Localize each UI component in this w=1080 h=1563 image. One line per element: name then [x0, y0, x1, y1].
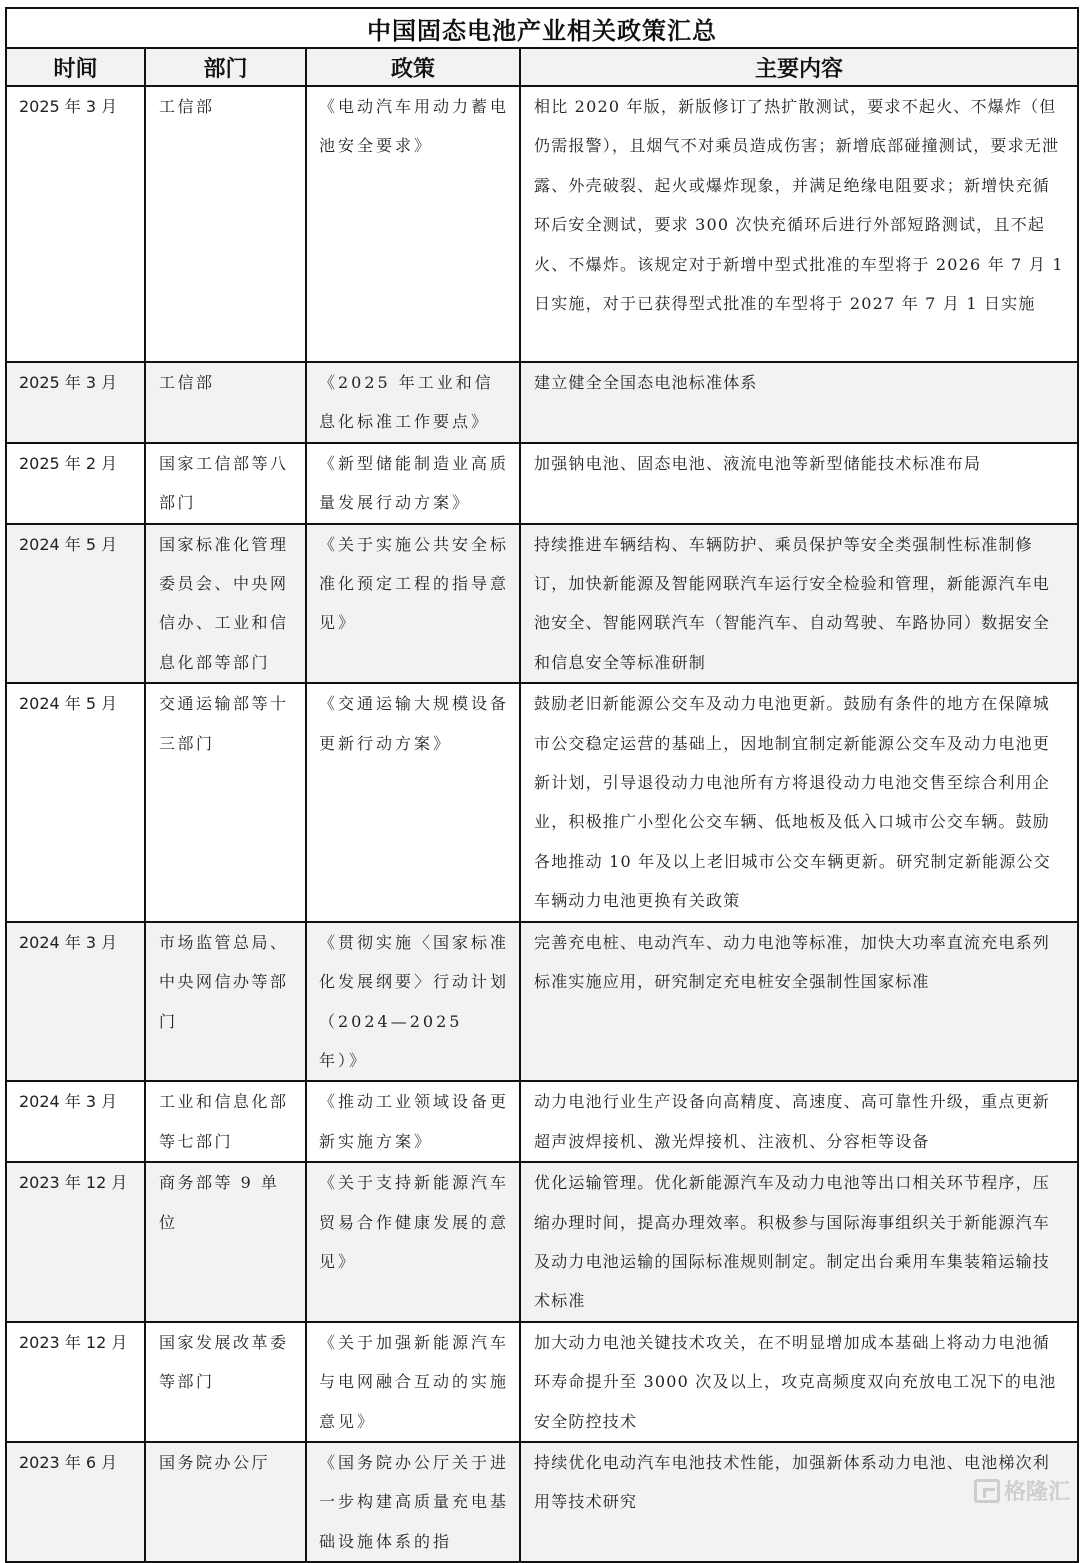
cell-content: 完善充电桩、电动汽车、动力电池等标准，加快大功率直流充电系列标准实施应用，研究制定充电桩安全强制性国家标准 [520, 922, 1078, 1082]
cell-policy: 《新型储能制造业高质量发展行动方案》 [306, 443, 520, 524]
cell-policy: 《贯彻实施〈国家标准化发展纲要〉行动计划（2024—2025 年）》 [306, 922, 520, 1082]
cell-date: 2024 年 3 月 [6, 1081, 145, 1162]
table-row [6, 1081, 1078, 1162]
cell-content: 加强钠电池、固态电池、液流电池等新型储能技术标准布局 [520, 443, 1078, 524]
cell-department: 工信部 [145, 86, 306, 362]
cell-policy: 《2025 年工业和信息化标准工作要点》 [306, 362, 520, 443]
table-row [6, 86, 1078, 362]
cell-content: 优化运输管理。优化新能源汽车及动力电池等出口相关环节程序，压缩办理时间，提高办理效率。积极参与国际海事组织关于新能源汽车及动力电池运输的国际标准规则制定。制定出台乘用车集装箱运输技术标准 [520, 1162, 1078, 1322]
gelonghui-logo-icon [974, 1479, 1000, 1503]
cell-department: 商务部等 9 单位 [145, 1162, 306, 1322]
cell-policy: 《关于支持新能源汽车贸易合作健康发展的意见》 [306, 1162, 520, 1322]
column-header-date: 时间 [6, 48, 145, 86]
cell-policy: 《关于实施公共安全标准化预定工程的指导意见》 [306, 524, 520, 684]
cell-date: 2023 年 6 月 [6, 1442, 145, 1562]
cell-content: 鼓励老旧新能源公交车及动力电池更新。鼓励有条件的地方在保障城市公交稳定运营的基础上，因地制宜制定新能源公交车及动力电池更新计划，引导退役动力电池所有方将退役动力电池交售至综合利用企业，积极推广小型化公交车辆、低地板及低入口城市公交车辆。鼓励各地推动 10 年及以上老旧城市公交车辆更新。研究制定新能源公交车辆动力电池更换有关政策 [520, 683, 1078, 921]
cell-content: 持续推进车辆结构、车辆防护、乘员保护等安全类强制性标准制修订，加快新能源及智能网联汽车运行安全检验和管理，新能源汽车电池安全、智能网联汽车（智能汽车、自动驾驶、车路协同）数据安全和信息安全等标准研制 [520, 524, 1078, 684]
cell-department: 国务院办公厅 [145, 1442, 306, 1562]
cell-date: 2024 年 3 月 [6, 922, 145, 1082]
table-row [6, 1322, 1078, 1442]
cell-policy: 《关于加强新能源汽车与电网融合互动的实施意见》 [306, 1322, 520, 1442]
table-title-row [6, 8, 1078, 48]
cell-date: 2023 年 12 月 [6, 1162, 145, 1322]
cell-department: 市场监管总局、中央网信办等部门 [145, 922, 306, 1082]
cell-date: 2023 年 12 月 [6, 1322, 145, 1442]
table-row [6, 1442, 1078, 1562]
cell-policy: 《推动工业领域设备更新实施方案》 [306, 1081, 520, 1162]
cell-date: 2024 年 5 月 [6, 683, 145, 921]
policy-table-container [5, 7, 1077, 1563]
cell-date: 2025 年 3 月 [6, 362, 145, 443]
cell-department: 国家标准化管理委员会、中央网信办、工业和信息化部等部门 [145, 524, 306, 684]
cell-date: 2025 年 2 月 [6, 443, 145, 524]
watermark [974, 1475, 1070, 1506]
cell-date: 2024 年 5 月 [6, 524, 145, 684]
cell-content: 相比 2020 年版，新版修订了热扩散测试，要求不起火、不爆炸（但仍需报警），且烟气不对乘员造成伤害；新增底部碰撞测试，要求无泄露、外壳破裂、起火或爆炸现象，并满足绝缘电阻要求；新增快充循环后安全测试，要求 300 次快充循环后进行外部短路测试，且不起火、不爆炸。该规定对于新增中型式批准的车型将于 2026 年 7 月 1 日实施，对于已获得型式批准的车型将于 2027 年 7 月 1 日实施 [520, 86, 1078, 362]
cell-department: 国家工信部等八部门 [145, 443, 306, 524]
cell-policy: 《电动汽车用动力蓄电池安全要求》 [306, 86, 520, 362]
cell-date: 2025 年 3 月 [6, 86, 145, 362]
cell-department: 交通运输部等十三部门 [145, 683, 306, 921]
table-row [6, 1162, 1078, 1322]
cell-policy: 《交通运输大规模设备更新行动方案》 [306, 683, 520, 921]
table-row [6, 922, 1078, 1082]
table-row [6, 524, 1078, 684]
policy-summary-table [5, 7, 1079, 1563]
cell-department: 国家发展改革委等部门 [145, 1322, 306, 1442]
cell-content: 加大动力电池关键技术攻关，在不明显增加成本基础上将动力电池循环寿命提升至 3000 次及以上，攻克高频度双向充放电工况下的电池安全防控技术 [520, 1322, 1078, 1442]
column-header-policy: 政策 [306, 48, 520, 86]
cell-content: 建立健全全国态电池标准体系 [520, 362, 1078, 443]
table-header-row [6, 48, 1078, 86]
column-header-department: 部门 [145, 48, 306, 86]
cell-policy: 《国务院办公厅关于进一步构建高质量充电基础设施体系的指 [306, 1442, 520, 1562]
cell-department: 工业和信息化部等七部门 [145, 1081, 306, 1162]
table-row [6, 362, 1078, 443]
table-title: 中国固态电池产业相关政策汇总 [6, 8, 1078, 48]
cell-content: 动力电池行业生产设备向高精度、高速度、高可靠性升级，重点更新超声波焊接机、激光焊接机、注液机、分容柜等设备 [520, 1081, 1078, 1162]
cell-content: 持续优化电动汽车电池技术性能，加强新体系动力电池、电池梯次利用等技术研究 [520, 1442, 1078, 1562]
table-row [6, 443, 1078, 524]
column-header-content: 主要内容 [520, 48, 1078, 86]
watermark-text: 格隆汇 [1003, 1480, 1070, 1505]
cell-department: 工信部 [145, 362, 306, 443]
table-row [6, 683, 1078, 921]
